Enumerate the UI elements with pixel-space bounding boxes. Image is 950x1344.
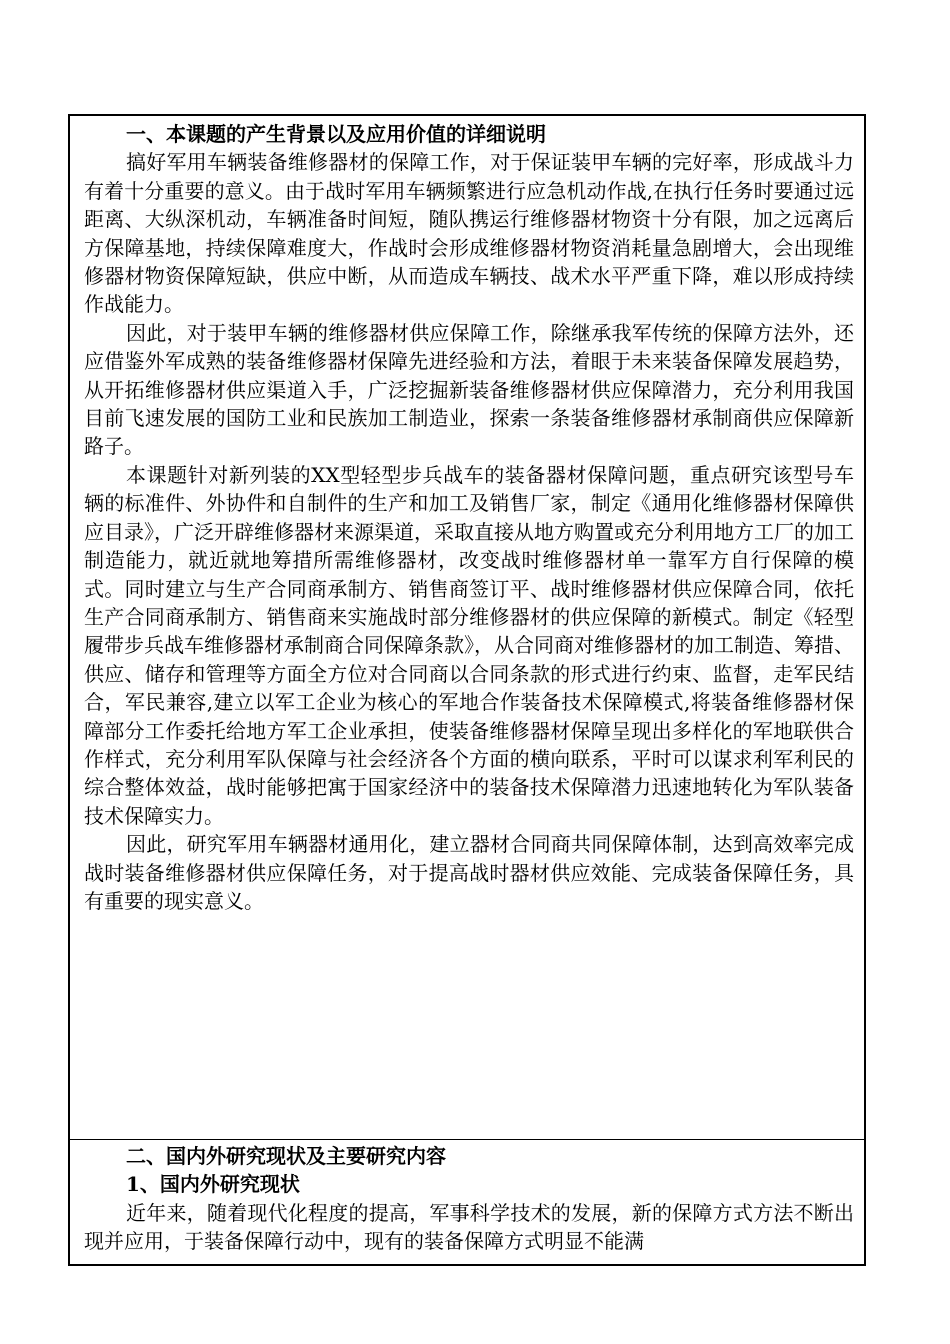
section1-paragraph-1: 搞好军用车辆装备维修器材的保障工作，对于保证装甲车辆的完好率，形成战斗力有着十分重要的意义。由于战时军用车辆频繁进行应急机动作战,在执行任务时要通过远距离、大纵深机动，车辆准备时间短，随队携运行维修器材物资十分有限，加之远离后方保障基地，持续保障难度大，作战时会形成维修器材物资消耗量急剧增大，会出现维修器材物资保障短缺，供应中断，从而造成车辆技、战术水平严重下降，难以形成持续作战能力。 xyxy=(84,150,854,317)
section2-paragraph-1: 近年来，随着现代化程度的提高，军事科学技术的发展，新的保障方式方法不断出现并应用，于装备保障行动中，现有的装备保障方式明显不能满 xyxy=(84,1200,854,1254)
section1-heading: 一、本课题的产生背景以及应用价值的详细说明 xyxy=(126,122,546,146)
section-research-status-cell xyxy=(70,1140,864,1264)
section1-paragraph-4: 因此，研究军用车辆器材通用化，建立器材合同商共同保障体制，达到高效率完成战时装备维修器材供应保障任务，对于提高战时器材供应效能、完成装备保障任务，具有重要的现实意义。 xyxy=(84,832,854,913)
section1-paragraph-3: 本课题针对新列装的XX型轻型步兵战车的装备器材保障问题，重点研究该型号车辆的标准件、外协件和自制件的生产和加工及销售厂家，制定《通用化维修器材保障供应目录》，广泛开辟维修器材来源渠道，采取直接从地方购置或充分利用地方工厂的加工制造能力，就近就地筹措所需维修器材，改变战时维修器材单一靠军方自行保障的模式。同时建立与生产合同商承制方、销售商签订平、战时维修器材供应保障合同，依托生产合同商承制方、销售商来实施战时部分维修器材的供应保障的新模式。制定《轻型履带步兵战车维修器材承制商合同保障条款》，从合同商对维修器材的加工制造、筹措、供应、储存和管理等方面全方位对合同商以合同条款的形式进行约束、监督，走军民结合，军民兼容,建立以军工企业为核心的军地合作装备技术保障模式,将装备维修器材保障部分工作委托给地方军工企业承担，使装备维修器材保障呈现出多样化的军地联供合作样式，充分利用军队保障与社会经济各个方面的横向联系，平时可以谋求利军利民的综合整体效益，战时能够把寓于国家经济中的装备技术保障潜力迅速地转化为军队装备技术保障实力。 xyxy=(84,462,854,828)
section2-subheading: 1、国内外研究现状 xyxy=(126,1172,300,1197)
section-background-cell xyxy=(70,116,864,1140)
form-table xyxy=(68,114,866,1266)
section2-heading: 二、国内外研究现状及主要研究内容 xyxy=(126,1144,446,1168)
section1-paragraph-2: 因此，对于装甲车辆的维修器材供应保障工作，除继承我军传统的保障方法外，还应借鉴外军成熟的装备维修器材保障先进经验和方法，着眼于未来装备保障发展趋势，从开拓维修器材供应渠道入手，广泛挖掘新装备维修器材供应保障潜力，充分利用我国目前飞速发展的国防工业和民族加工制造业，探索一条装备维修器材承制商供应保障新路子。 xyxy=(84,320,854,459)
